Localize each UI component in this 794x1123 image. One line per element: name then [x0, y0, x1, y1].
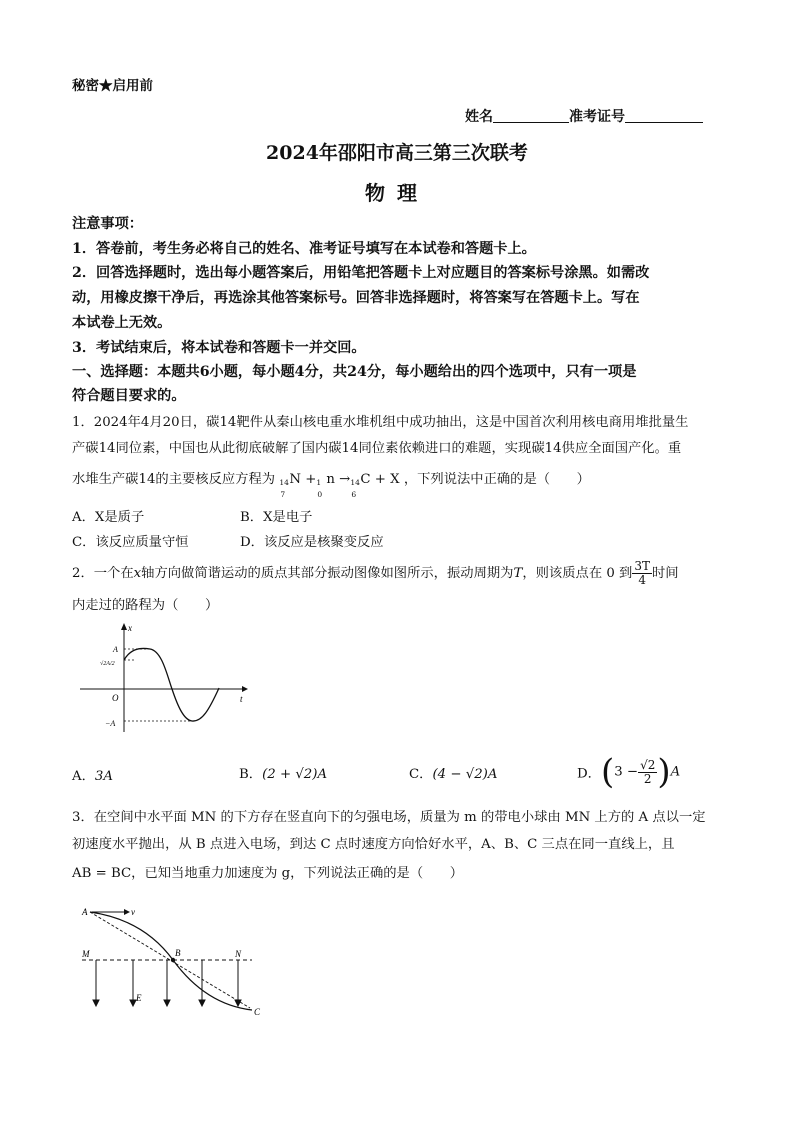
q1-line-3-pre: 水堆生产碳14的主要核反应方程为	[72, 472, 276, 487]
a-label: A	[113, 645, 118, 654]
q1-option-c[interactable]: C．该反应质量守恒	[72, 535, 189, 550]
exam-subject: 物理	[365, 181, 429, 205]
q2-line-1: 2．一个在x轴方向做简谐运动的质点其部分振动图像如图所示，振动周期为T，则该质点在 0 到 $\frac{3T}{4}$ 时间	[72, 559, 679, 587]
name-id-bar	[465, 106, 703, 126]
id-blank[interactable]	[625, 108, 703, 123]
q1-line-3-post: ，下列说法中正确的是（ ）	[403, 472, 590, 487]
field-e-label: E	[136, 993, 142, 1003]
name-label: 姓名	[465, 109, 493, 125]
q3-field-diagram	[72, 898, 272, 1023]
point-n-label: N	[235, 949, 242, 959]
section-1-line-2: 符合题目要求的。	[72, 388, 186, 404]
q1-option-d[interactable]: D．该反应是核聚变反应	[240, 535, 384, 550]
notice-item-3: 3．考试结束后，将本试卷和答题卡一并交回。	[72, 340, 366, 356]
velocity-label: v	[131, 907, 135, 917]
confidential-mark: 秘密★启用前	[72, 78, 153, 94]
q1-line-3	[72, 466, 724, 499]
q2-vibration-graph	[72, 620, 252, 735]
id-label: 准考证号	[569, 109, 625, 125]
sine-curve	[124, 648, 219, 721]
q2-option-b[interactable]: B．(2 + √2)A	[239, 767, 328, 782]
point-b-label: B	[175, 948, 181, 958]
q2-option-c[interactable]: C．(4 − √2)A	[409, 767, 498, 782]
point-b-dot	[171, 958, 175, 962]
root-a-label: √2A/2	[100, 661, 115, 667]
notice-item-2a: 2．回答选择题时，选出每小题答案后，用铅笔把答题卡上对应题目的答案标号涂黑。如需改	[72, 265, 650, 281]
point-c-label: C	[254, 1007, 261, 1017]
field-lines	[93, 960, 241, 1006]
notice-item-1: 1．答卷前，考生务必将自己的姓名、准考证号填写在本试卷和答题卡上。	[72, 241, 536, 257]
x-axis-label: x	[128, 623, 132, 633]
t-axis-label: t	[240, 694, 243, 704]
q1-line-2: 产碳14同位素，中国也从此彻底破解了国内碳14同位素依赖进口的难题，实现碳14供应全面国产化。重	[72, 441, 682, 456]
exam-title: 2024年邵阳市高三第三次联考	[266, 142, 528, 164]
q3-line-1: 3．在空间中水平面 MN 的下方存在竖直向下的匀强电场，质量为 m 的带电小球由 MN 上方的 A 点以一定	[72, 810, 706, 825]
velocity-arrowhead	[124, 909, 130, 915]
point-a-label: A	[82, 907, 88, 917]
q2-option-a[interactable]: A．3A	[72, 769, 113, 784]
q1-option-b[interactable]: B．X是电子	[240, 510, 313, 525]
notice-heading: 注意事项：	[72, 216, 143, 232]
trajectory	[90, 912, 252, 1010]
origin-label: O	[112, 693, 119, 703]
t-axis-arrow	[242, 686, 248, 692]
q2-option-d[interactable]: D．(3 − $\frac{√2}{2}$ )A	[577, 752, 681, 792]
q2-line-2: 内走过的路程为（ ）	[72, 598, 219, 613]
notice-item-2b: 动，用橡皮擦干净后，再选涂其他答案标号。回答非选择题时，将答案写在答题卡上。写在	[72, 290, 640, 306]
q1-option-a[interactable]: A．X是质子	[72, 510, 145, 525]
name-blank[interactable]	[493, 108, 569, 123]
section-1-line-1: 一、选择题：本题共6小题，每小题4分，共24分，每小题给出的四个选项中，只有一项是	[72, 364, 637, 380]
neg-a-label: −A	[105, 719, 116, 728]
q3-line-3: AB = BC，已知当地重力加速度为 g，下列说法正确的是（ ）	[72, 866, 464, 881]
point-m-label: M	[82, 949, 90, 959]
notice-item-2c: 本试卷上无效。	[72, 315, 172, 331]
x-axis-arrow	[121, 623, 127, 630]
q3-line-2: 初速度水平抛出，从 B 点进入电场，到达 C 点时速度方向恰好水平，A、B、C 三点在同一直线上，且	[72, 837, 675, 852]
q2-fraction: $\frac{3T}{4}$	[634, 559, 650, 587]
q1-line-1: 1．2024年4月20日，碳14靶件从秦山核电重水堆机组中成功抽出，这是中国首次利用核电商用堆批量生	[72, 415, 689, 430]
nuclear-equation: 14 7 N + 1 0 n → 14 6 C + X	[279, 472, 400, 499]
